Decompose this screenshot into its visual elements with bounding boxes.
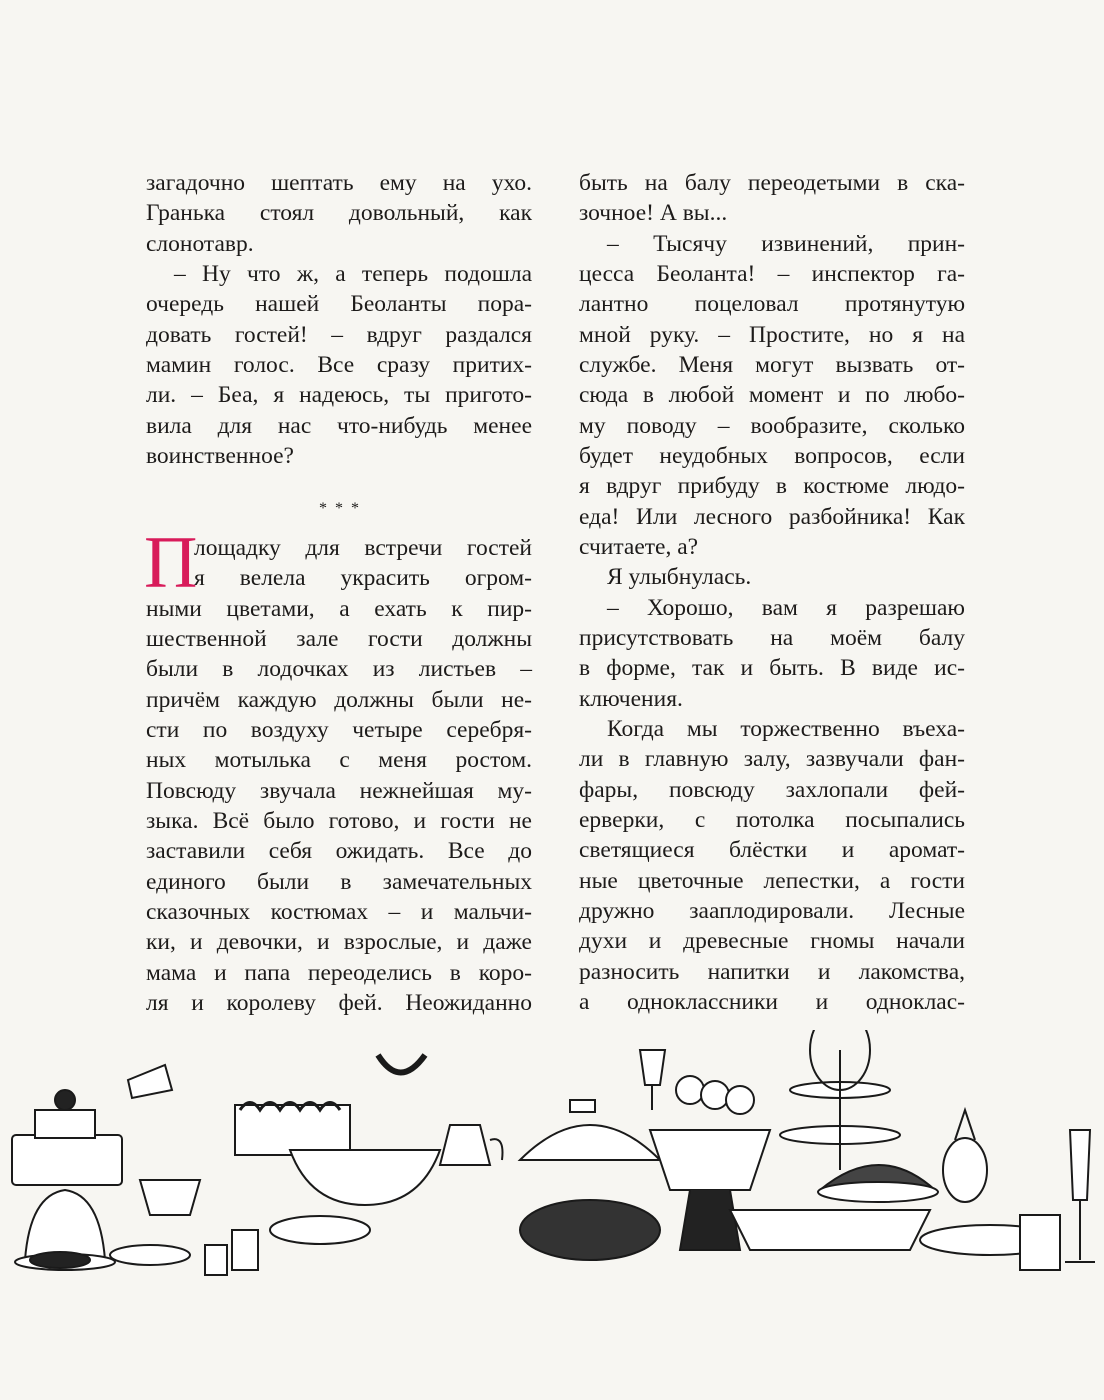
cake-slice-icon bbox=[128, 1065, 172, 1098]
text-line: зочное! А вы... bbox=[579, 200, 728, 227]
text-line: будет неудобных вопросов, если bbox=[579, 442, 965, 469]
text-line: Когда мы торжественно въеха- bbox=[607, 715, 965, 742]
text-line: лантно поцеловал протянутую bbox=[579, 291, 965, 318]
champagne-glass-icon bbox=[1065, 1130, 1095, 1262]
text-line: довать гостей! – вдруг раздался bbox=[146, 321, 532, 348]
text-line: цесса Беоланта! – инспектор га- bbox=[579, 260, 965, 287]
text-line: светящиеся блёстки и аромат- bbox=[579, 837, 965, 864]
text-line: Я улыбнулась. bbox=[607, 564, 752, 591]
text-line: мама и папа переоделись в коро- bbox=[146, 959, 532, 986]
text-line: а одноклассники и одноклас- bbox=[579, 988, 965, 1015]
text-line: шественной зале гости должны bbox=[146, 625, 532, 652]
text-line: очередь нашей Беоланты пора- bbox=[146, 291, 532, 318]
text-line: в форме, так и быть. В виде ис- bbox=[579, 655, 965, 682]
text-line: были в лодочках из листьев – bbox=[146, 656, 532, 683]
text-line: я вдруг прибуду в костюме людо- bbox=[579, 473, 965, 500]
bundt-cake-icon bbox=[818, 1165, 938, 1202]
text-line: фары, повсюду захлопали фей- bbox=[579, 776, 965, 803]
text-line: воинственное? bbox=[146, 442, 294, 469]
text-line: еда! Или лесного разбойника! Как bbox=[579, 503, 965, 530]
text-line: дружно зааплодировали. Лесные bbox=[579, 897, 965, 924]
text-line: мамин голос. Все сразу притих- bbox=[146, 351, 532, 378]
text-line: – Хорошо, вам я разрешаю bbox=[607, 594, 965, 621]
covered-dish-icon bbox=[520, 1100, 660, 1260]
text-line: единого были в замечательных bbox=[146, 868, 532, 895]
tiered-stand-icon bbox=[780, 1030, 900, 1170]
text-line: ерверки, с потолка посыпались bbox=[579, 806, 965, 833]
section-separator: * * * bbox=[319, 500, 361, 517]
bread-tray-icon bbox=[235, 1103, 350, 1156]
banquet-table-illustration bbox=[0, 1030, 1104, 1290]
text-line: Гранька стоял довольный, как bbox=[146, 200, 532, 227]
text-line: присутствовать на моём балу bbox=[579, 624, 965, 651]
pineapple-icon bbox=[943, 1110, 987, 1202]
cake-icon bbox=[12, 1090, 122, 1185]
text-line: – Тысячу извинений, прин- bbox=[607, 230, 965, 257]
text-line: мной руку. – Простите, но я на bbox=[579, 321, 965, 348]
text-line: лощадку для встречи гостей bbox=[194, 535, 532, 561]
text-line: ными цветами, а ехать к пир- bbox=[146, 595, 532, 622]
text-line: быть на балу переодетыми в ска- bbox=[579, 170, 965, 196]
text-line: считаете, а? bbox=[579, 533, 699, 560]
text-line: зыка. Всё было готово, и гости не bbox=[146, 807, 532, 834]
text-line: я велела украсить огром- bbox=[194, 565, 532, 592]
text-line: ки, и девочки, и взрослые, и даже bbox=[146, 929, 532, 956]
text-line: заставили себя ожидать. Все до bbox=[146, 838, 532, 865]
teapot-icon bbox=[440, 1125, 503, 1165]
text-line: Повсюду звучала нежнейшая му- bbox=[146, 777, 532, 804]
text-line: ные цветочные лепестки, а гости bbox=[579, 867, 965, 894]
text-line: ных мотылька с меня ростом. bbox=[146, 747, 532, 774]
wine-glass-icon bbox=[640, 1050, 665, 1110]
text-line: службе. Меня могут вызвать от- bbox=[579, 351, 965, 378]
text-line: вила для нас что-нибудь менее bbox=[146, 412, 532, 439]
text-line: сюда в любой момент и по любо- bbox=[579, 382, 965, 409]
text-line: разносить напитки и лакомства, bbox=[579, 958, 965, 985]
text-line: ля и королеву фей. Неожиданно bbox=[146, 989, 532, 1016]
text-line: загадочно шептать ему на ухо. bbox=[146, 170, 532, 196]
text-line: ли. – Беа, я надеюсь, ты пригото- bbox=[146, 382, 532, 409]
text-line: ключения. bbox=[579, 685, 683, 712]
text-line: духи и древесные гномы начали bbox=[579, 928, 965, 955]
text-line: сказочных костюмах – и мальчи- bbox=[146, 898, 532, 925]
text-line: слонотавр. bbox=[146, 230, 254, 257]
text-line: ли в главную залу, зазвучали фан- bbox=[579, 746, 965, 773]
text-line: сти по воздуху четыре серебря- bbox=[146, 716, 532, 743]
text-line: му поводу – вообразите, сколько bbox=[579, 412, 965, 439]
croissant-icon bbox=[378, 1055, 425, 1073]
text-line: причём каждую должны были не- bbox=[146, 686, 532, 713]
text-line: – Ну что ж, а теперь подошла bbox=[174, 260, 532, 287]
drop-cap: П bbox=[144, 522, 198, 604]
